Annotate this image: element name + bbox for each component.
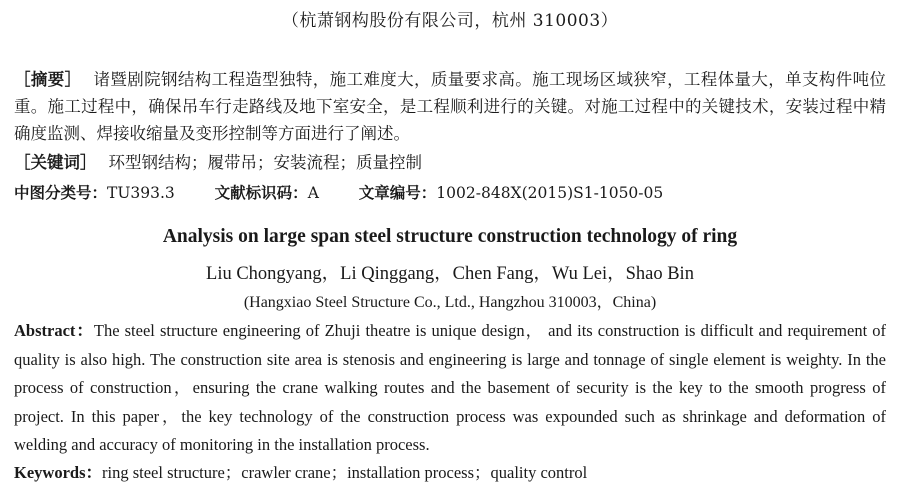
chinese-abstract bbox=[14, 66, 886, 147]
chinese-abstract-label: ［摘要］ bbox=[14, 70, 82, 89]
article-number-label: 文章编号： bbox=[358, 184, 437, 202]
chinese-keywords bbox=[14, 150, 886, 176]
chinese-affiliation: （杭萧钢构股份有限公司，杭州 310003） bbox=[281, 11, 619, 31]
english-keywords bbox=[14, 459, 886, 487]
article-number-value: 1002-848X(2015)S1-1050-05 bbox=[436, 184, 664, 202]
english-authors: Liu Chongyang，Li Qinggang，Chen Fang，Wu Lei，Shao Bin bbox=[206, 264, 694, 284]
document-code-value: A bbox=[307, 184, 319, 202]
classification-label: 中图分类号： bbox=[14, 184, 108, 202]
chinese-keywords-text: 环型钢结构；履带吊；安装流程；质量控制 bbox=[108, 153, 422, 172]
english-keywords-text: ring steel structure；crawler crane；installation process；quality control bbox=[102, 463, 588, 482]
classification-value: TU393.3 bbox=[107, 184, 175, 202]
document-code-label: 文献标识码： bbox=[214, 184, 308, 202]
chinese-abstract-text: 诸暨剧院钢结构工程造型独特，施工难度大，质量要求高。施工现场区域狭窄，工程体量大，单支构件吨位重。施工过程中，确保吊车行走路线及地下室安全，是工程顺利进行的关键。对施工过程中的关键技术，安装过程中精确度监测、焊接收缩量及变形控制等方面进行了阐述。 bbox=[14, 70, 887, 143]
english-keywords-label: Keywords： bbox=[14, 463, 102, 482]
english-abstract-label: Abstract： bbox=[14, 321, 94, 340]
english-affiliation: (Hangxiao Steel Structure Co., Ltd., Hangzhou 310003，China) bbox=[243, 294, 657, 311]
english-abstract-text: The steel structure engineering of Zhuji theatre is unique design， and its construction is difficult and requirement of quality is also high. The construction site area is stenosis and engineering is large and tonnage of single element is weighty. In the process of construction，ensuring the crane walking routes and the basement of security is the key to the smooth progress of project. In this paper，the key technology of the construction process was expounded such as shrinkage and deformation of welding and accuracy of monitoring in the installation process. bbox=[14, 321, 886, 454]
english-title: Analysis on large span steel structure construction technology of ring bbox=[162, 226, 738, 247]
classification-line bbox=[14, 180, 886, 206]
chinese-keywords-label: ［关键词］ bbox=[14, 153, 97, 172]
english-abstract bbox=[14, 317, 886, 460]
